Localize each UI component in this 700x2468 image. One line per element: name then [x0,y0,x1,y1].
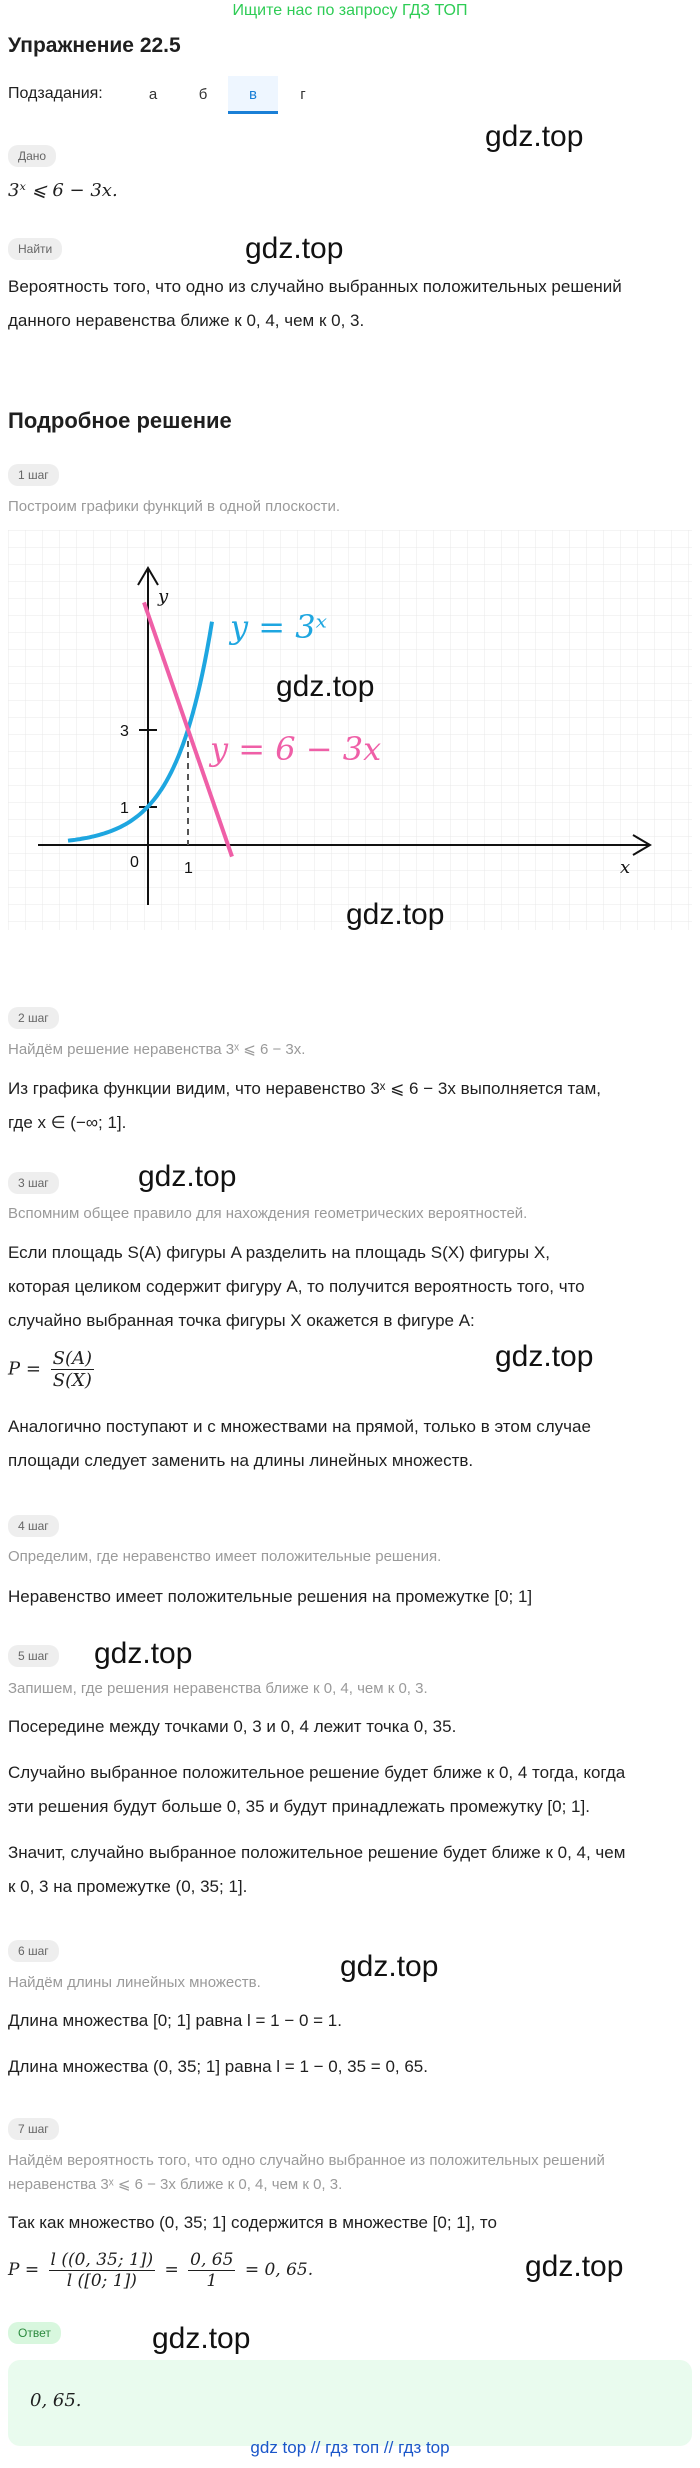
y-axis-label: y [158,586,169,607]
step-6-line-2: Длина множества (0, 35; 1] равна l = 1 − 0, 35 = 0, 65. [8,2057,428,2076]
step-2-line-2: где x ∈ (−∞; 1]. [8,1113,127,1132]
step-4-badge: 4 шаг [8,1515,59,1537]
footer-links[interactable]: gdz top // гдз топ // гдз top [250,2438,450,2457]
watermark: gdz.top [340,1950,439,1983]
step-4-line-1: Неравенство имеет положительные решения на промежутке [0; 1] [8,1587,533,1606]
watermark: gdz.top [495,1340,594,1373]
watermark: gdz.top [346,898,445,930]
step-6-note: Найдём длины линейных множеств. [8,1974,261,1991]
step-5-line-3: эти решения будут больше 0, 35 и будут принадлежать промежутку [0; 1]. [8,1797,590,1816]
function-graph [8,530,692,930]
watermark: gdz.top [485,120,584,153]
step-2-line-1: Из графика функции видим, что неравенство 3ˣ ⩽ 6 − 3x выполняется там, [8,1079,601,1098]
step-3-badge: 3 шаг [8,1172,59,1194]
label-exp: y = 3ˣ [230,608,327,646]
tab-g[interactable]: г [300,86,306,103]
step-3-line-5: площади следует заменить на длины линейных множеств. [8,1451,474,1470]
probability-formula: P = $\frac{S(A)}{S(X)}$ [8,1348,93,1391]
watermark: gdz.top [138,1160,237,1193]
watermark: gdz.top [152,2322,251,2355]
subtasks-label: Подзадания: [8,85,103,102]
tab-b[interactable]: б [198,86,208,103]
tab-a[interactable]: а [148,86,158,103]
solution-heading: Подробное решение [8,408,232,433]
step-2-badge: 2 шаг [8,1007,59,1029]
label-linear: y = 6 − 3x [210,730,382,768]
answer-value: 0, 65. [30,2390,82,2411]
step-3-line-1: Если площадь S(A) фигуры A разделить на площадь S(X) фигуры X, [8,1243,550,1262]
step-3-note: Вспомним общее правило для нахождения геометрических вероятностей. [8,1205,528,1222]
tick-label-y3: 3 [120,723,129,740]
step-6-line-1: Длина множества [0; 1] равна l = 1 − 0 = 1. [8,2011,342,2030]
tick-label-x1: 1 [184,860,193,877]
tick-label-y1: 1 [120,800,129,817]
watermark: gdz.top [94,1637,193,1670]
origin-label: 0 [130,854,139,871]
step-5-line-4: Значит, случайно выбранное положительное решение будет ближе к 0, 4, чем [8,1843,626,1862]
step-7-note-1: Найдём вероятность того, что одно случайно выбранное из положительных решений [8,2152,605,2169]
step-3-line-3: случайно выбранная точка фигуры X окажется в фигуре A: [8,1311,475,1330]
tab-v[interactable]: в [228,76,278,114]
x-axis-label: x [620,857,631,878]
step-5-note: Запишем, где решения неравенства ближе к 0, 4, чем к 0, 3. [8,1680,428,1697]
step-3-line-2: которая целиком содержит фигуру A, то получится вероятность того, что [8,1277,585,1296]
watermark: gdz.top [276,670,375,703]
watermark: gdz.top [525,2250,624,2283]
step-5-line-2: Случайно выбранное положительное решение будет ближе к 0, 4 тогда, когда [8,1763,626,1782]
promo-banner[interactable]: Ищите нас по запросу ГДЗ ТОП [232,2,468,19]
step-1-note: Построим графики функций в одной плоскости. [8,498,341,515]
subtask-tabs [128,76,328,114]
step-7-badge: 7 шаг [8,2118,59,2140]
step-1-badge: 1 шаг [8,464,59,486]
find-line-2: данного неравенства ближе к 0, 4, чем к 0, 3. [8,311,365,330]
step-4-note: Определим, где неравенство имеет положительные решения. [8,1548,442,1565]
step-6-badge: 6 шаг [8,1940,59,1962]
step-5-line-5: к 0, 3 на промежутке (0, 35; 1]. [8,1877,248,1896]
answer-badge: Ответ [8,2322,61,2344]
final-probability-formula: P = $\frac{l ((0, 35; 1])}{l ([0; 1])}$ = $\frac{0, 65}{1}$ = 0, 65. [8,2250,314,2291]
watermark: gdz.top [245,232,344,265]
answer-box [8,2360,692,2446]
page-title: Упражнение 22.5 [8,34,181,57]
step-5-line-1: Посередине между точками 0, 3 и 0, 4 лежит точка 0, 35. [8,1717,457,1736]
step-3-line-4: Аналогично поступают и с множествами на прямой, только в этом случае [8,1417,591,1436]
given-formula: 3ˣ ⩽ 6 − 3x. [8,180,118,201]
step-7-line-1: Так как множество (0, 35; 1] содержится в множестве [0; 1], то [8,2213,497,2232]
find-line-1: Вероятность того, что одно из случайно выбранных положительных решений [8,277,622,296]
given-badge: Дано [8,145,56,167]
step-7-note-2: неравенства 3ˣ ⩽ 6 − 3x ближе к 0, 4, чем к 0, 3. [8,2176,343,2193]
step-5-badge: 5 шаг [8,1645,59,1667]
step-2-note: Найдём решение неравенства 3ˣ ⩽ 6 − 3x. [8,1041,306,1058]
find-badge: Найти [8,238,62,260]
